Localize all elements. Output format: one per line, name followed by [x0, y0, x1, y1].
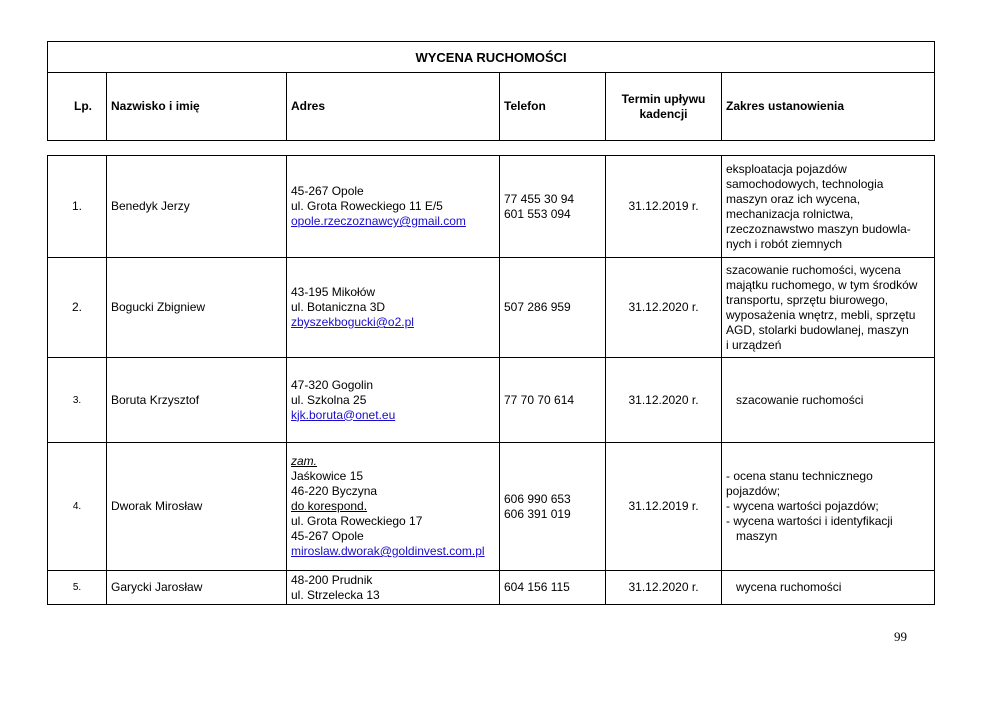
- scope-line: maszyn oraz ich wycena,: [726, 191, 861, 206]
- address-line: 46-220 Byczyna: [291, 484, 378, 498]
- email-link[interactable]: kjk.boruta@onet.eu: [291, 407, 396, 422]
- data-table: [47, 155, 935, 605]
- row-term: 31.12.2019 r.: [606, 156, 722, 258]
- table-row: [48, 258, 935, 358]
- row-term: 31.12.2019 r.: [606, 443, 722, 571]
- table-row: [48, 358, 935, 443]
- scope-line: samochodowych, technologia: [726, 176, 884, 191]
- row-scope: [722, 258, 935, 358]
- row-phone: [500, 358, 606, 443]
- address-line: 43-195 Mikołów: [291, 285, 376, 299]
- column-header-term-line1: Termin upływu: [621, 91, 706, 106]
- row-phone: [500, 571, 606, 605]
- header-table: [47, 41, 935, 141]
- address-line: ul. Grota Roweckiego 17: [291, 514, 423, 528]
- row-address: [287, 443, 500, 571]
- row-name: Benedyk Jerzy: [107, 156, 287, 258]
- address-line: Jaśkowice 15: [291, 469, 364, 483]
- scope-line: mechanizacja rolnictwa,: [726, 206, 854, 221]
- scope-line: transportu, sprzętu biurowego,: [726, 292, 889, 307]
- row-name: Boruta Krzysztof: [107, 358, 287, 443]
- scope-line: wyposażenia wnętrz, mebli, sprzętu: [726, 307, 916, 322]
- scope-line: - wycena wartości pojazdów;: [726, 499, 879, 513]
- scope-line: szacowanie ruchomości, wycena: [726, 262, 901, 277]
- address-label-residence: zam.: [291, 454, 318, 468]
- address-label-correspondence: do korespond.: [291, 499, 368, 513]
- scope-line: maszyn: [736, 529, 778, 543]
- row-address: [287, 258, 500, 358]
- scope-line: nych i robót ziemnych: [726, 236, 843, 251]
- address-line: ul. Grota Roweckiego 11 E/5: [291, 199, 443, 213]
- row-address: [287, 156, 500, 258]
- row-name: Dworak Mirosław: [107, 443, 287, 571]
- row-phone: [500, 156, 606, 258]
- column-header-scope: Zakres ustanowienia: [722, 73, 935, 141]
- address-line: ul. Szkolna 25: [291, 392, 367, 407]
- scope-line: - wycena wartości i identyfikacji: [726, 514, 893, 528]
- row-scope: [722, 443, 935, 571]
- address-line: 48-200 Prudnik: [291, 572, 373, 587]
- address-line: 45-267 Opole: [291, 529, 364, 543]
- scope-line: szacowanie ruchomości: [736, 392, 864, 407]
- page-number: 99: [894, 629, 907, 644]
- phone-number: 77 70 70 614: [504, 392, 575, 407]
- table-row: [48, 443, 935, 571]
- email-link[interactable]: zbyszekbogucki@o2.pl: [291, 315, 414, 329]
- scope-line: rzeczoznawstwo maszyn budowla-: [726, 221, 911, 236]
- phone-number: 606 391 019: [504, 506, 571, 521]
- address-line: 45-267 Opole: [291, 184, 364, 198]
- column-header-term: [606, 73, 722, 141]
- scope-line: - ocena stanu technicznego pojazdów;: [726, 469, 873, 498]
- phone-number: 601 553 094: [504, 206, 571, 221]
- page-title: WYCENA RUCHOMOŚCI: [48, 42, 935, 73]
- column-header-address: Adres: [287, 73, 500, 141]
- phone-number: 604 156 115: [504, 580, 570, 594]
- phone-number: 507 286 959: [504, 300, 571, 314]
- row-phone: [500, 443, 606, 571]
- phone-number: 77 455 30 94: [504, 191, 575, 206]
- row-address: [287, 571, 500, 605]
- row-name: Bogucki Zbigniew: [107, 258, 287, 358]
- row-name: Garycki Jarosław: [107, 571, 287, 605]
- column-header-phone: Telefon: [500, 73, 606, 141]
- row-phone: [500, 258, 606, 358]
- row-scope: [722, 156, 935, 258]
- row-number: 2.: [48, 258, 107, 358]
- row-number: 3.: [48, 358, 107, 443]
- row-number: 4.: [48, 443, 107, 571]
- scope-line: AGD, stolarki budowlanej, maszyn: [726, 322, 909, 337]
- address-line: ul. Strzelecka 13: [291, 587, 380, 602]
- row-number: 5.: [48, 571, 107, 605]
- column-header-lp: Lp.: [48, 73, 107, 141]
- address-line: 47-320 Gogolin: [291, 377, 374, 392]
- column-header-name: Nazwisko i imię: [107, 73, 287, 141]
- row-term: 31.12.2020 r.: [606, 358, 722, 443]
- email-link[interactable]: opole.rzeczoznawcy@gmail.com: [291, 214, 466, 228]
- scope-line: i urządzeń: [726, 337, 782, 352]
- column-header-term-line2: kadencji: [639, 106, 688, 121]
- row-number: 1.: [48, 156, 107, 258]
- row-term: 31.12.2020 r.: [606, 571, 722, 605]
- table-row: [48, 156, 935, 258]
- row-term: 31.12.2020 r.: [606, 258, 722, 358]
- row-scope: [722, 571, 935, 605]
- row-address: [287, 358, 500, 443]
- scope-line: majątku ruchomego, w tym środków: [726, 277, 918, 292]
- scope-line: eksploatacja pojazdów: [726, 161, 847, 176]
- row-scope: [722, 358, 935, 443]
- address-line: ul. Botaniczna 3D: [291, 300, 386, 314]
- phone-number: 606 990 653: [504, 491, 571, 506]
- email-link[interactable]: miroslaw.dworak@goldinvest.com.pl: [291, 544, 485, 558]
- table-row: [48, 571, 935, 605]
- scope-line: wycena ruchomości: [736, 580, 842, 594]
